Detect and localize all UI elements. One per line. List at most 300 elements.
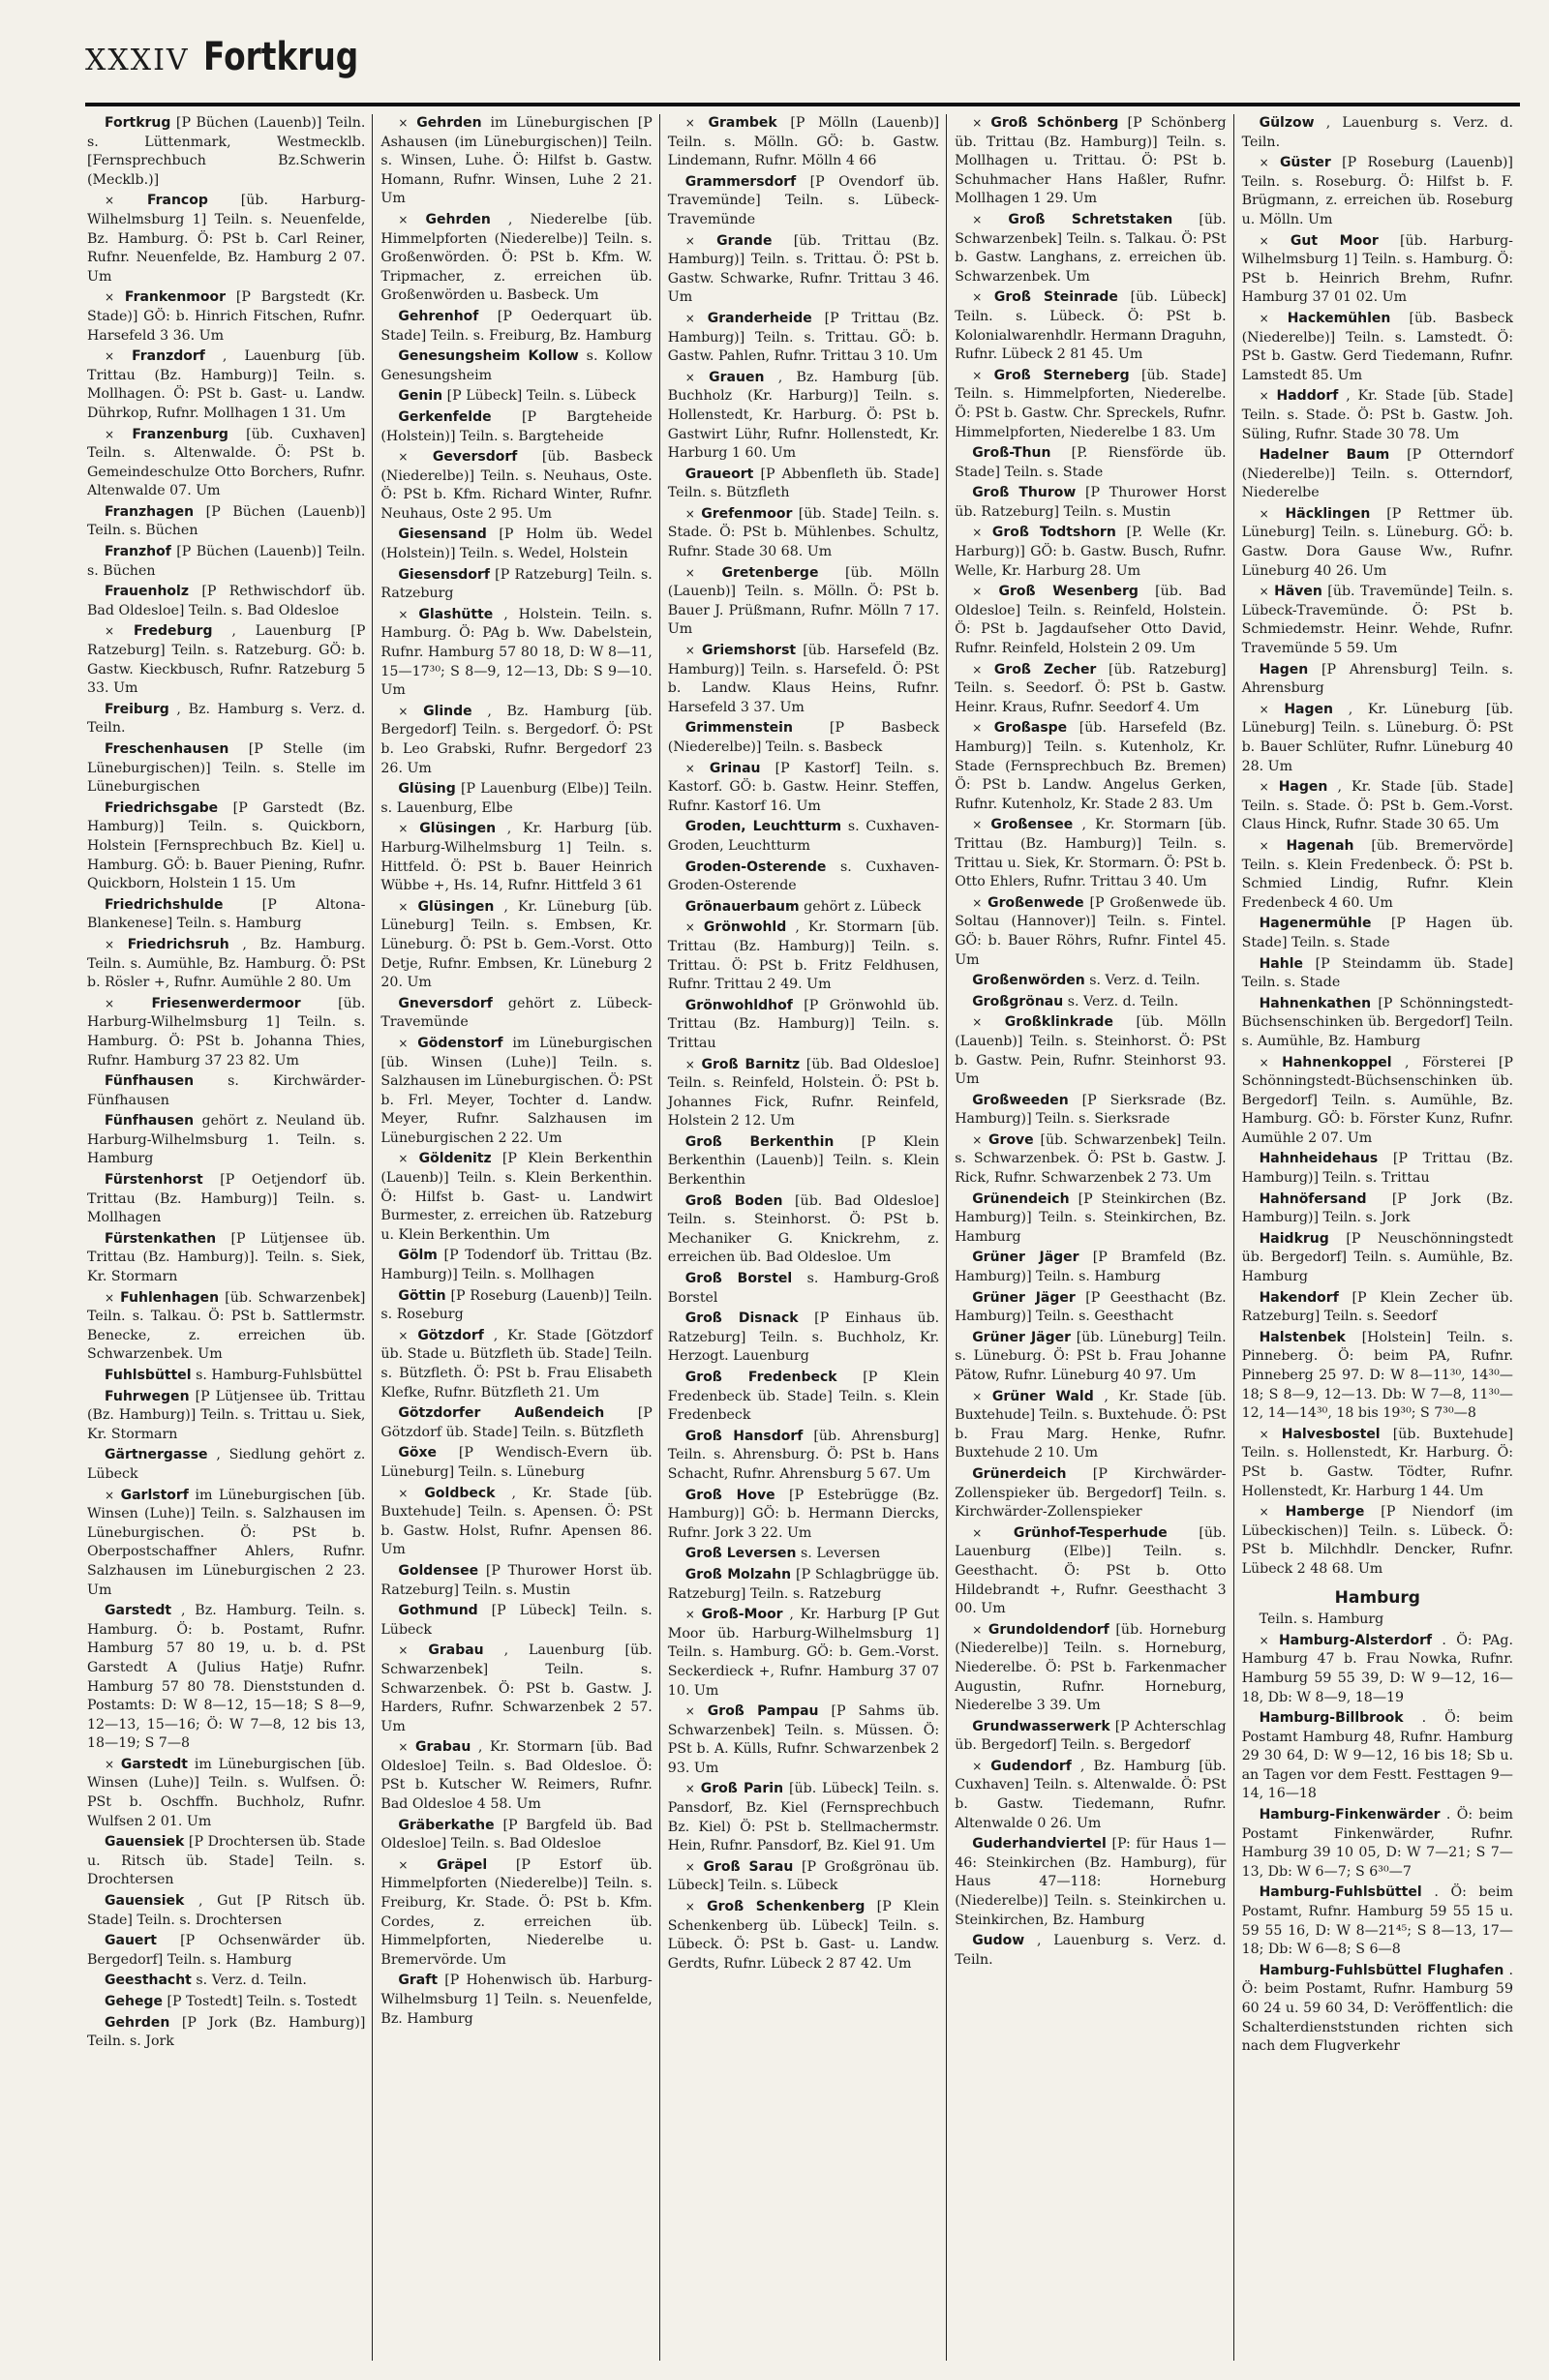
directory-entry	[87, 583, 365, 620]
entry-place-name: Gut Moor	[1290, 232, 1379, 249]
public-phone-mark: ×	[398, 704, 409, 718]
directory-entry	[1242, 1289, 1513, 1327]
directory-entry	[87, 1388, 365, 1445]
directory-entry	[380, 1817, 652, 1854]
directory-entry	[668, 1606, 939, 1701]
entry-place-name: Grimmenstein	[684, 720, 793, 737]
entry-place-name: Grambek	[708, 115, 777, 131]
entry-place-name: Groß Todtshorn	[991, 525, 1116, 541]
directory-entry	[1242, 1230, 1513, 1287]
entry-place-name: Geversdorf	[432, 449, 518, 466]
directory-entry	[87, 2014, 365, 2052]
directory-entry	[380, 703, 652, 778]
entry-place-name: Frankenmoor	[124, 289, 227, 306]
entry-place-name: Hamburg-Billbrook	[1259, 1710, 1404, 1727]
entry-details: im Lüneburgischen [üb. Winsen (Luhe)] Teiln. s. Salzhausen im Lüneburgischen. Ö: PSt b. Oberpostschaffner Ahlers, Rufnr. Salzhausen im Lüneburgischen 2 23. Um	[87, 1487, 366, 1598]
directory-entry	[1242, 387, 1513, 444]
directory-entry	[380, 347, 652, 385]
directory-entry	[1242, 1190, 1513, 1228]
entry-details: [P Ratzeburg] Teiln. s. Ratzeburg	[380, 566, 653, 602]
public-phone-mark: ×	[398, 1036, 409, 1050]
page-header	[85, 35, 392, 79]
entry-place-name: Gehrden	[425, 211, 491, 227]
directory-entry	[955, 583, 1226, 658]
entry-place-name: Gothmund	[398, 1603, 478, 1619]
public-phone-mark: ×	[684, 761, 695, 775]
entry-place-name: Grinau	[709, 760, 761, 776]
entry-details: . Ö: beim Postamt Finkenwärder, Rufnr. Hamburg 39 10 05, D: W 7—21; S 7—13, Db: W 6—7; S 6³⁰—7	[1241, 1807, 1513, 1880]
entry-details: , Bz. Hamburg [üb. Bergedorf] Teiln. s. Bergedorf. Ö: PSt b. Leo Grabski, Rufnr. Bergedorf 23 26. Um	[380, 703, 653, 776]
directory-entry	[380, 1247, 652, 1284]
entry-details: [P Trittau (Bz. Hamburg)] Teiln. s. Trittau	[1241, 1151, 1513, 1187]
entry-details: [üb. Trittau (Bz. Hamburg)] Teiln. s. Trittau. Ö: PSt b. Gastw. Schwarke, Rufnr. Trittau 3 46. Um	[667, 232, 940, 306]
directory-entry	[955, 1329, 1226, 1386]
directory-entry	[955, 1718, 1226, 1756]
entry-place-name: Genesungsheim Kollow	[398, 348, 579, 365]
entry-place-name: Groß Schretstaken	[1008, 211, 1173, 227]
entry-place-name: Hamburg-Alsterdorf	[1278, 1632, 1433, 1648]
entry-place-name: Götzdorfer Außendeich	[398, 1405, 605, 1422]
entry-details: [üb. Schwarzenbek] Teiln. s. Schwarzenbek. Ö: PSt b. Gastw. J. Rick, Rufnr. Schwarzenbek 2 73. Um	[955, 1131, 1227, 1187]
directory-entry	[1242, 1611, 1513, 1630]
entry-place-name: Haddorf	[1276, 388, 1339, 405]
entry-place-name: Göxe	[398, 1445, 438, 1461]
entry-place-name: Grabau	[428, 1642, 484, 1659]
entry-details: [üb. Harburg-Wilhelmsburg 1] Teiln. s. Hamburg. Ö: PSt b. Johanna Thies, Rufnr. Hamburg 37 23 82. Um	[87, 995, 366, 1069]
directory-entry	[87, 288, 365, 346]
entry-details: s. Hamburg-Groß Borstel	[667, 1271, 940, 1306]
entry-place-name: Grönwohld	[703, 919, 787, 936]
public-phone-mark: ×	[1259, 702, 1269, 716]
public-phone-mark: ×	[1259, 585, 1269, 599]
public-phone-mark: ×	[684, 1608, 695, 1622]
entry-place-name: Franzenburg	[132, 426, 228, 442]
entry-details: im Lüneburgischen [üb. Winsen (Luhe)] Teiln. s. Salzhausen im Lüneburgischen. Ö: PSt b. Frl. Meyer, Tochter d. Landw. Meyer, Rufnr. Salzhausen im Lüneburgischen 2 22. Um	[380, 1035, 653, 1146]
entry-details: [üb. Buxtehude] Teiln. s. Hollenstedt, Kr. Harburg. Ö: PSt b. Gastw. Tödter, Rufnr. Hollenstedt, Kr. Harburg 1 44. Um	[1241, 1426, 1513, 1499]
entry-details: [üb. Horneburg (Niederelbe)] Teiln. s. Horneburg, Niederelbe. Ö: PSt b. Farkenmacher Augustin, Rufnr. Horneburg, Niederelbe 3 39. Um	[955, 1621, 1227, 1714]
entry-details: , Siedlung gehört z. Lübeck	[87, 1447, 366, 1482]
directory-entry	[955, 1524, 1226, 1619]
entry-details: [P Bramfeld (Bz. Hamburg)] Teiln. s. Hamburg	[955, 1250, 1227, 1285]
entry-place-name: Gudow	[972, 1933, 1025, 1949]
entry-details: gehört z. Lübeck-Travemünde	[380, 995, 653, 1031]
entry-place-name: Glinde	[423, 703, 472, 719]
entry-place-name: Francop	[146, 193, 208, 209]
entry-place-name: Groß-Thun	[972, 445, 1051, 462]
entry-details: , Kr. Harburg [P Gut Moor üb. Harburg-Wilhelmsburg 1] Teiln. s. Hamburg. GÖ: b. Gem.-Vorst. Seckerdieck +, Rufnr. Hamburg 37 07 10. Um	[667, 1607, 940, 1699]
entry-place-name: Graft	[398, 1973, 439, 1989]
directory-entry	[1242, 114, 1513, 152]
public-phone-mark: ×	[105, 624, 115, 639]
entry-details: [P Stelle (im Lüneburgischen)] Teiln. s. Stelle im Lüneburgischen	[87, 741, 366, 796]
directory-entry	[668, 310, 939, 367]
entry-place-name: Grabau	[415, 1739, 471, 1756]
entry-place-name: Großenwede	[987, 894, 1084, 911]
entry-place-name: Genin	[398, 388, 443, 405]
public-phone-mark: ×	[105, 194, 115, 208]
directory-entry	[955, 114, 1226, 209]
running-head: Fortkrug	[202, 35, 358, 79]
entry-place-name: Groß Leversen	[684, 1546, 797, 1562]
entry-place-name: Grefenmoor	[701, 505, 793, 522]
entry-details: s. Cuxhaven-Groden-Osterende	[667, 859, 940, 894]
entry-place-name: Groß Sarau	[703, 1858, 794, 1875]
entry-details: [P Todendorf üb. Trittau (Bz. Hamburg)] Teiln. s. Mollhagen	[380, 1248, 653, 1283]
entry-details: [P Wendisch-Evern üb. Lüneburg] Teiln. s. Lüneburg	[380, 1445, 653, 1480]
entry-details: [P Sahms üb. Schwarzenbek] Teiln. s. Müssen. Ö: PSt b. A. Külls, Rufnr. Schwarzenbek 2 93. Um	[667, 1703, 940, 1776]
entry-details: [P Lütjensee üb. Trittau (Bz. Hamburg)]. Teiln. s. Siek, Kr. Stormarn	[87, 1230, 366, 1285]
directory-entry	[380, 1562, 652, 1600]
entry-place-name: Gehrden	[105, 2014, 170, 2031]
entry-details: [P Geesthacht (Bz. Hamburg)] Teiln. s. Geesthacht	[955, 1289, 1227, 1325]
entry-details: [P Großenwede üb. Soltau (Hannover)] Teiln. s. Fintel. GÖ: b. Bauer Röhrs, Rufnr. Fintel 45. Um	[955, 894, 1227, 968]
directory-entry	[380, 1035, 652, 1149]
directory-entry	[955, 972, 1226, 991]
directory-entry	[87, 543, 365, 581]
entry-place-name: Groß Fredenbeck	[684, 1370, 837, 1385]
entry-place-name: Grüner Jäger	[972, 1250, 1079, 1266]
public-phone-mark: ×	[972, 662, 983, 677]
entry-place-name: Gödenstorf	[417, 1035, 503, 1051]
directory-entry	[380, 1602, 652, 1640]
entry-place-name: Hahle	[1259, 955, 1304, 972]
entry-details: [P Lauenburg (Elbe)] Teiln. s. Lauenburg, Elbe	[380, 781, 653, 816]
directory-entry	[87, 114, 365, 190]
entry-details: [P Klein Fredenbeck üb. Stade] Teiln. s. Klein Fredenbeck	[667, 1370, 940, 1424]
entry-details: [üb. Stade] Teiln. s. Himmelpforten, Niederelbe. Ö: PSt b. Gastw. Chr. Spreckels, Rufnr. Himmelpforten, Niederelbe 1 83. Um	[955, 367, 1227, 440]
header-rule	[85, 103, 1520, 106]
entry-place-name: Groß Steinrade	[993, 289, 1118, 306]
directory-entry	[1242, 232, 1513, 308]
directory-entry	[1242, 310, 1513, 385]
entry-place-name: Güster	[1279, 155, 1331, 171]
entry-place-name: Götzdorf	[417, 1327, 484, 1343]
public-phone-mark: ×	[1259, 780, 1269, 795]
entry-place-name: Hahnheidehaus	[1259, 1151, 1379, 1167]
entry-details: Teiln. s. Hamburg	[1259, 1612, 1384, 1628]
public-phone-mark: ×	[398, 607, 409, 621]
entry-place-name: Grüner Jäger	[972, 1289, 1076, 1306]
entry-place-name: Grünerdeich	[972, 1465, 1067, 1482]
entry-details: [P Sierksrade (Bz. Hamburg)] Teiln. s. Sierksrade	[955, 1092, 1227, 1128]
entry-details: [P Klein Berkenthin (Lauenb)] Teiln. s. Klein Berkenthin	[667, 1133, 940, 1189]
directory-entry	[87, 1072, 365, 1110]
entry-place-name: Grünendeich	[972, 1190, 1070, 1207]
directory-column	[1233, 114, 1520, 2361]
entry-details: [P Basbeck (Niederelbe)] Teiln. s. Basbeck	[667, 720, 940, 755]
directory-entry	[87, 1487, 365, 1601]
entry-place-name: Groß Zecher	[993, 661, 1097, 678]
entry-place-name: Hagenermühle	[1259, 916, 1372, 932]
entry-details: [P Holm üb. Wedel (Holstein)] Teiln. s. Wedel, Holstein	[380, 527, 653, 562]
public-phone-mark: ×	[398, 899, 409, 914]
public-phone-mark: ×	[972, 585, 983, 599]
entry-details: , Bz. Hamburg. Teiln. s. Hamburg. Ö: b. Postamt, Rufnr. Hamburg 57 80 19, u. b. d. PSt Garstedt A (Julius Hatje) Rufnr. Hamburg 57 80 78. Dienststunden d. Postamts: D: W 8—12, 15—18; S 8—9, 12—13, 15—16; Ö: W 7—8, 12 bis 13, 18—19; S 7—8	[87, 1603, 366, 1752]
entry-details: [P Lübeck] Teiln. s. Lübeck	[446, 388, 636, 405]
entry-place-name: Hamburg-Finkenwärder	[1259, 1807, 1441, 1823]
entry-details: , Kr. Lüneburg [üb. Lüneburg] Teiln. s. Embsen, Kr. Lüneburg. Ö: PSt b. Gem.-Vorst. Otto Detje, Rufnr. Embsen, Kr. Lüneburg 2 20. Um	[380, 898, 653, 991]
entry-place-name: Groden, Leuchtturm	[684, 819, 842, 835]
directory-entry	[1242, 1962, 1513, 2057]
entry-details: [P Bargstedt (Kr. Stade)] GÖ: b. Hinrich Fitschen, Rufnr. Harsefeld 3 36. Um	[87, 289, 366, 344]
directory-entry	[668, 505, 939, 562]
entry-place-name: Gauensiek	[105, 1893, 185, 1910]
entry-details: , Niederelbe [üb. Himmelpforten (Niederelbe)] Teiln. s. Großenwörden. Ö: PSt b. Kfm. W. Tripmacher, z. erreichen üb. Großenwörden u. Basbeck. Um	[380, 211, 653, 304]
entry-details: [P Thurower Horst üb. Ratzeburg] Teiln. s. Mustin	[955, 485, 1227, 520]
public-phone-mark: ×	[684, 1900, 695, 1914]
public-phone-mark: ×	[684, 1859, 695, 1874]
page-number: XXXIV	[85, 44, 190, 77]
directory-entry	[380, 526, 652, 563]
public-phone-mark: ×	[398, 1152, 409, 1166]
entry-place-name: Halstenbek	[1259, 1329, 1346, 1345]
entry-place-name: Guderhandviertel	[972, 1836, 1107, 1853]
directory-entry	[668, 1702, 939, 1778]
directory-entry	[668, 642, 939, 717]
entry-place-name: Groß Hansdorf	[684, 1428, 804, 1444]
directory-entry	[668, 719, 939, 757]
directory-entry	[380, 1327, 652, 1402]
entry-place-name: Fünfhausen	[105, 1113, 195, 1130]
entry-place-name: Glüsing	[398, 781, 456, 798]
directory-entry	[87, 192, 365, 286]
entry-details: . Ö: beim Postamt, Rufnr. Hamburg 59 55 15 u. 59 55 16, D: W 8—21⁴⁵; S 8—13, 17—18; Db: W 6—8; S 6—8	[1241, 1884, 1513, 1958]
entry-place-name: Giesensand	[398, 527, 487, 543]
entry-place-name: Hamburg-Fuhlsbüttel	[1259, 1884, 1422, 1901]
directory-entry	[668, 1545, 939, 1564]
directory-entry	[87, 936, 365, 993]
directory-entry	[668, 1487, 939, 1544]
public-phone-mark: ×	[684, 644, 695, 658]
entry-details: , Bz. Hamburg s. Verz. d. Teiln.	[87, 701, 366, 737]
directory-entry	[1242, 154, 1513, 229]
directory-entry	[87, 799, 365, 894]
public-phone-mark: ×	[972, 368, 983, 382]
entry-place-name: Grönwohldhof	[684, 997, 793, 1013]
directory-entry	[668, 369, 939, 464]
directory-entry	[380, 820, 652, 895]
entry-place-name: Groß Disnack	[684, 1311, 799, 1327]
public-phone-mark: ×	[972, 818, 983, 832]
entry-place-name: Gerkenfelde	[398, 408, 492, 425]
entry-place-name: Fuhlsbüttel	[105, 1368, 192, 1383]
entry-place-name: Gudendorf	[990, 1758, 1072, 1774]
entry-details: [üb. Stade] Teiln. s. Stade. Ö: PSt b. Mühlenbes. Schultz, Rufnr. Stade 30 68. Um	[667, 505, 940, 560]
directory-entry	[87, 995, 365, 1070]
directory-entry	[668, 1133, 939, 1190]
entry-place-name: Hakendorf	[1259, 1289, 1339, 1306]
directory-entry	[668, 232, 939, 308]
entry-place-name: Groß Sterneberg	[993, 367, 1130, 383]
directory-entry	[1242, 1709, 1513, 1804]
entry-details: [P Rettmer üb. Lüneburg] Teiln. s. Lüneburg. GÖ: b. Gastw. Dora Gause Ww., Rufnr. Lüneburg 40 26. Um	[1241, 505, 1513, 579]
entry-place-name: Halvesbostel	[1281, 1426, 1381, 1442]
entry-place-name: Gehege	[105, 1994, 163, 2009]
directory-entry	[955, 524, 1226, 581]
entry-details: [üb. Bad Oldesloe] Teiln. s. Steinhorst. Ö: PSt b. Mechaniker G. Knickrehm, z. erreichen üb. Bad Oldesloe. Um	[667, 1192, 940, 1266]
entry-details: , Kr. Stormarn [üb. Bad Oldesloe] Teiln. s. Bad Oldesloe. Ö: PSt b. Kutscher W. Reimers, Rufnr. Bad Oldesloe 4 58. Um	[380, 1739, 653, 1813]
directory-entry	[668, 898, 939, 918]
entry-place-name: Frauenholz	[105, 584, 189, 600]
public-phone-mark: ×	[972, 212, 983, 226]
public-phone-mark: ×	[972, 1622, 983, 1637]
directory-entry	[380, 1972, 652, 2029]
entry-details: [P. Welle (Kr. Harburg)] GÖ: b. Gastw. Busch, Rufnr. Welle, Kr. Harburg 28. Um	[955, 525, 1227, 579]
entry-details: , Kr. Stade [üb. Buxtehude] Teiln. s. Buxtehude. Ö: PSt b. Frau Marg. Henke, Rufnr. Buxtehude 2 10. Um	[955, 1388, 1227, 1461]
entry-place-name: Fürstenkathen	[105, 1230, 217, 1247]
entry-details: , Bz. Hamburg. Teiln. s. Aumühle, Bz. Hamburg. Ö: PSt b. Rösler +, Rufnr. Aumühle 2 80. Um	[87, 936, 366, 991]
directory-entry	[955, 1289, 1226, 1327]
entry-details: [P Lütjensee üb. Trittau (Bz. Hamburg)] Teiln. s. Trittau u. Siek, Kr. Stormarn	[87, 1388, 366, 1442]
directory-entry	[955, 1758, 1226, 1833]
entry-details: [üb. Ahrensburg] Teiln. s. Ahrensburg. Ö: PSt b. Hans Schacht, Rufnr. Ahrensburg 5 67. Um	[667, 1428, 940, 1482]
entry-details: [P Grönwohld üb. Trittau (Bz. Hamburg)] Teiln. s. Trittau	[667, 997, 940, 1051]
public-phone-mark: ×	[105, 349, 115, 364]
directory-entry	[380, 211, 652, 306]
entry-details: [üb. Lauenburg (Elbe)] Teiln. s. Geesthacht. Ö: PSt b. Otto Hildebrandt +, Rufnr. Geesthacht 3 00. Um	[955, 1524, 1227, 1617]
entry-place-name: Fuhrwegen	[105, 1388, 190, 1404]
entry-details: , Bz. Hamburg [üb. Cuxhaven] Teiln. s. Altenwalde. Ö: PSt b. Gastw. Tiedemann, Rufnr. Altenwalde 0 26. Um	[955, 1758, 1227, 1831]
entry-place-name: Granderheide	[707, 310, 812, 326]
public-phone-mark: ×	[684, 1057, 695, 1071]
entry-details: [üb. Travemünde] Teiln. s. Lübeck-Travemünde. Ö: PSt b. Schmiedemstr. Heinr. Wehde, Rufnr. Travemünde 5 59. Um	[1241, 584, 1513, 657]
public-phone-mark: ×	[105, 1290, 115, 1305]
public-phone-mark: ×	[972, 526, 983, 540]
entry-place-name: Groden-Osterende	[684, 859, 827, 875]
directory-entry	[955, 1131, 1226, 1189]
directory-entry	[87, 1171, 365, 1228]
entry-place-name: Gölm	[398, 1248, 438, 1264]
entry-place-name: Goldensee	[398, 1562, 479, 1579]
entry-place-name: Fürstenhorst	[105, 1172, 203, 1189]
entry-details: [P Einhaus üb. Ratzeburg] Teiln. s. Buchholz, Kr. Herzogt. Lauenburg	[667, 1311, 940, 1365]
entry-details: [P Abbenfleth üb. Stade] Teiln. s. Bützfleth	[667, 466, 940, 501]
entry-details: [P Rethwischdorf üb. Bad Oldesloe] Teiln. s. Bad Oldesloe	[87, 584, 366, 618]
entry-place-name: Grammersdorf	[684, 173, 797, 190]
directory-entry	[1242, 1883, 1513, 1959]
directory-column	[946, 114, 1232, 2361]
public-phone-mark: ×	[1259, 389, 1269, 404]
entry-details: [üb. Lüneburg] Teiln. s. Lüneburg. Ö: PSt b. Frau Johanne Pätow, Rufnr. Lüneburg 40 97. Um	[955, 1329, 1227, 1383]
entry-place-name: Hagenah	[1286, 837, 1354, 854]
public-phone-mark: ×	[972, 116, 983, 130]
directory-entry	[380, 898, 652, 993]
entry-details: , Kr. Stormarn [üb. Trittau (Bz. Hamburg)] Teiln. s. Trittau u. Siek, Kr. Stormarn. Ö: PSt b. Otto Ehlers, Rufnr. Trittau 3 40. Um	[955, 817, 1227, 890]
public-phone-mark: ×	[972, 1759, 983, 1773]
entry-details: [P Ahrensburg] Teiln. s. Ahrensburg	[1241, 661, 1513, 697]
directory-entry	[1242, 1503, 1513, 1579]
entry-details: s. Verz. d. Teiln.	[196, 1973, 307, 1989]
directory-entry	[955, 1013, 1226, 1089]
public-phone-mark: ×	[684, 311, 695, 325]
directory-entry	[87, 1932, 365, 1970]
directory-entry	[668, 564, 939, 640]
entry-place-name: Gauensiek	[105, 1834, 185, 1851]
entry-place-name: Groß Hove	[684, 1487, 775, 1503]
entry-place-name: Großweeden	[972, 1092, 1069, 1108]
directory-entry	[380, 387, 652, 407]
entry-details: [P. Riensförde üb. Stade] Teiln. s. Stade	[955, 445, 1227, 480]
entry-place-name: Grove	[988, 1131, 1034, 1148]
entry-place-name: Grundoldendorf	[987, 1621, 1109, 1638]
directory-entry	[1242, 1632, 1513, 1707]
entry-details: [Holstein] Teiln. s. Pinneberg. Ö: beim PA, Rufnr. Pinneberg 25 97. D: W 8—11³⁰, 14³⁰—18; S 8—9, 12—13. Db: W 7—8, 11³⁰—12, 14—14³⁰, 18 bis 19³⁰; S 7³⁰—8	[1241, 1329, 1513, 1422]
entry-place-name: Gülzow	[1259, 115, 1315, 131]
entry-details: [P Garstedt (Bz. Hamburg)] Teiln. s. Quickborn, Holstein [Fernsprechbuch Bz. Kiel] u. Hamburg. GÖ: b. Bauer Piening, Rufnr. Quickborn, Holstein 1 15. Um	[87, 799, 366, 892]
entry-place-name: Groß Berkenthin	[684, 1133, 835, 1150]
entry-details: [üb. Mölln (Lauenb)] Teiln. s. Steinhorst. Ö: PSt b. Gastw. Pein, Rufnr. Steinhorst 93. Um	[955, 1014, 1227, 1088]
directory-entry	[1242, 1806, 1513, 1882]
directory-entry	[955, 1190, 1226, 1248]
entry-place-name: Hamberge	[1285, 1504, 1365, 1521]
entry-details: . Ö: PAg. Hamburg 47 b. Frau Nowka, Rufnr. Hamburg 59 55 39, D: W 9—12, 16—18, Db: W 8—9, 18—19	[1241, 1632, 1513, 1705]
entry-place-name: Fünfhausen	[105, 1073, 195, 1090]
entry-details: [P Klein Schenkenberg üb. Lübeck] Teiln. s. Lübeck. Ö: PSt b. Gast- u. Landw. Gerdts, Rufnr. Lübeck 2 87 42. Um	[667, 1899, 940, 1972]
entry-place-name: Griemshorst	[701, 643, 797, 659]
directory-entry	[955, 1388, 1226, 1463]
directory-entry	[668, 1898, 939, 1973]
directory-column	[85, 114, 372, 2361]
directory-entry	[668, 818, 939, 856]
public-phone-mark: ×	[105, 937, 115, 951]
directory-entry	[380, 1738, 652, 1814]
directory-entry	[955, 816, 1226, 891]
entry-details: s. Cuxhaven-Groden, Leuchtturm	[667, 819, 940, 854]
entry-details: , Lauenburg [P Ratzeburg] Teiln. s. Ratzeburg. GÖ: b. Gastw. Kieckbusch, Rufnr. Ratzeburg 5 33. Um	[87, 623, 366, 697]
entry-details: , Holstein. Teiln. s. Hamburg. Ö: PAg b. Ww. Dabelstein, Rufnr. Hamburg 57 80 18, D: W 8—11, 15—17³⁰; S 8—9, 12—13, Db: S 9—10. Um	[380, 606, 653, 699]
public-phone-mark: ×	[972, 721, 983, 736]
entry-details: [üb. Cuxhaven] Teiln. s. Altenwalde. Ö: PSt b. Gemeindeschulze Otto Borchers, Rufnr. Altenwalde 07. Um	[87, 426, 366, 499]
directory-entry	[955, 1835, 1226, 1930]
public-phone-mark: ×	[972, 1389, 983, 1403]
entry-details: [P Büchen (Lauenb)] Teiln. s. Büchen	[87, 503, 366, 539]
directory-entry	[1242, 1426, 1513, 1501]
public-phone-mark: ×	[398, 116, 409, 130]
directory-entry	[668, 1428, 939, 1485]
directory-entry	[955, 661, 1226, 718]
directory-entry	[1242, 1329, 1513, 1424]
directory-entry	[955, 1465, 1226, 1522]
directory-entry	[87, 347, 365, 423]
entry-place-name: Fortkrug	[105, 115, 171, 131]
entry-place-name: Grüner Jäger	[972, 1329, 1072, 1345]
entry-place-name: Glüsingen	[419, 821, 497, 837]
directory-entry	[955, 1249, 1226, 1286]
directory-entry	[955, 719, 1226, 814]
entry-details: s. Leversen	[801, 1546, 881, 1562]
directory-entry	[1242, 837, 1513, 913]
directory-entry	[955, 211, 1226, 286]
directory-entry	[668, 1310, 939, 1367]
directory-entry	[1242, 661, 1513, 699]
entry-place-name: Göttin	[398, 1287, 446, 1304]
public-phone-mark: ×	[398, 1328, 409, 1342]
entry-place-name: Großklinkrade	[1004, 1014, 1113, 1031]
entry-details: [P Hagen üb. Stade] Teiln. s. Stade	[1241, 916, 1513, 950]
directory-entry	[1242, 701, 1513, 776]
entry-details: , Kr. Stade [üb. Buxtehude] Teiln. s. Apensen. Ö: PSt b. Gastw. Holst, Rufnr. Apensen 86. Um	[380, 1485, 653, 1558]
directory-entry	[380, 1642, 652, 1736]
public-phone-mark: ×	[684, 370, 695, 384]
entry-details: [P Schönberg üb. Trittau (Bz. Hamburg)] Teiln. s. Mollhagen u. Trittau. Ö: PSt b. Schuhmacher Hans Haßler, Rufnr. Mollhagen 1 29. Um	[955, 115, 1227, 207]
entry-place-name: Gretenberge	[721, 564, 819, 581]
directory-entry	[668, 919, 939, 994]
public-phone-mark: ×	[1259, 506, 1269, 521]
entry-details: [üb. Harburg-Wilhelmsburg 1] Teiln. s. Hamburg. Ö: PSt b. Heinrich Brehm, Rufnr. Hamburg 37 01 02. Um	[1241, 232, 1513, 306]
directory-entry	[380, 1150, 652, 1245]
entry-details: , Lauenburg s. Verz. d. Teiln.	[955, 1933, 1227, 1968]
entry-place-name: Gehrden	[416, 115, 482, 131]
